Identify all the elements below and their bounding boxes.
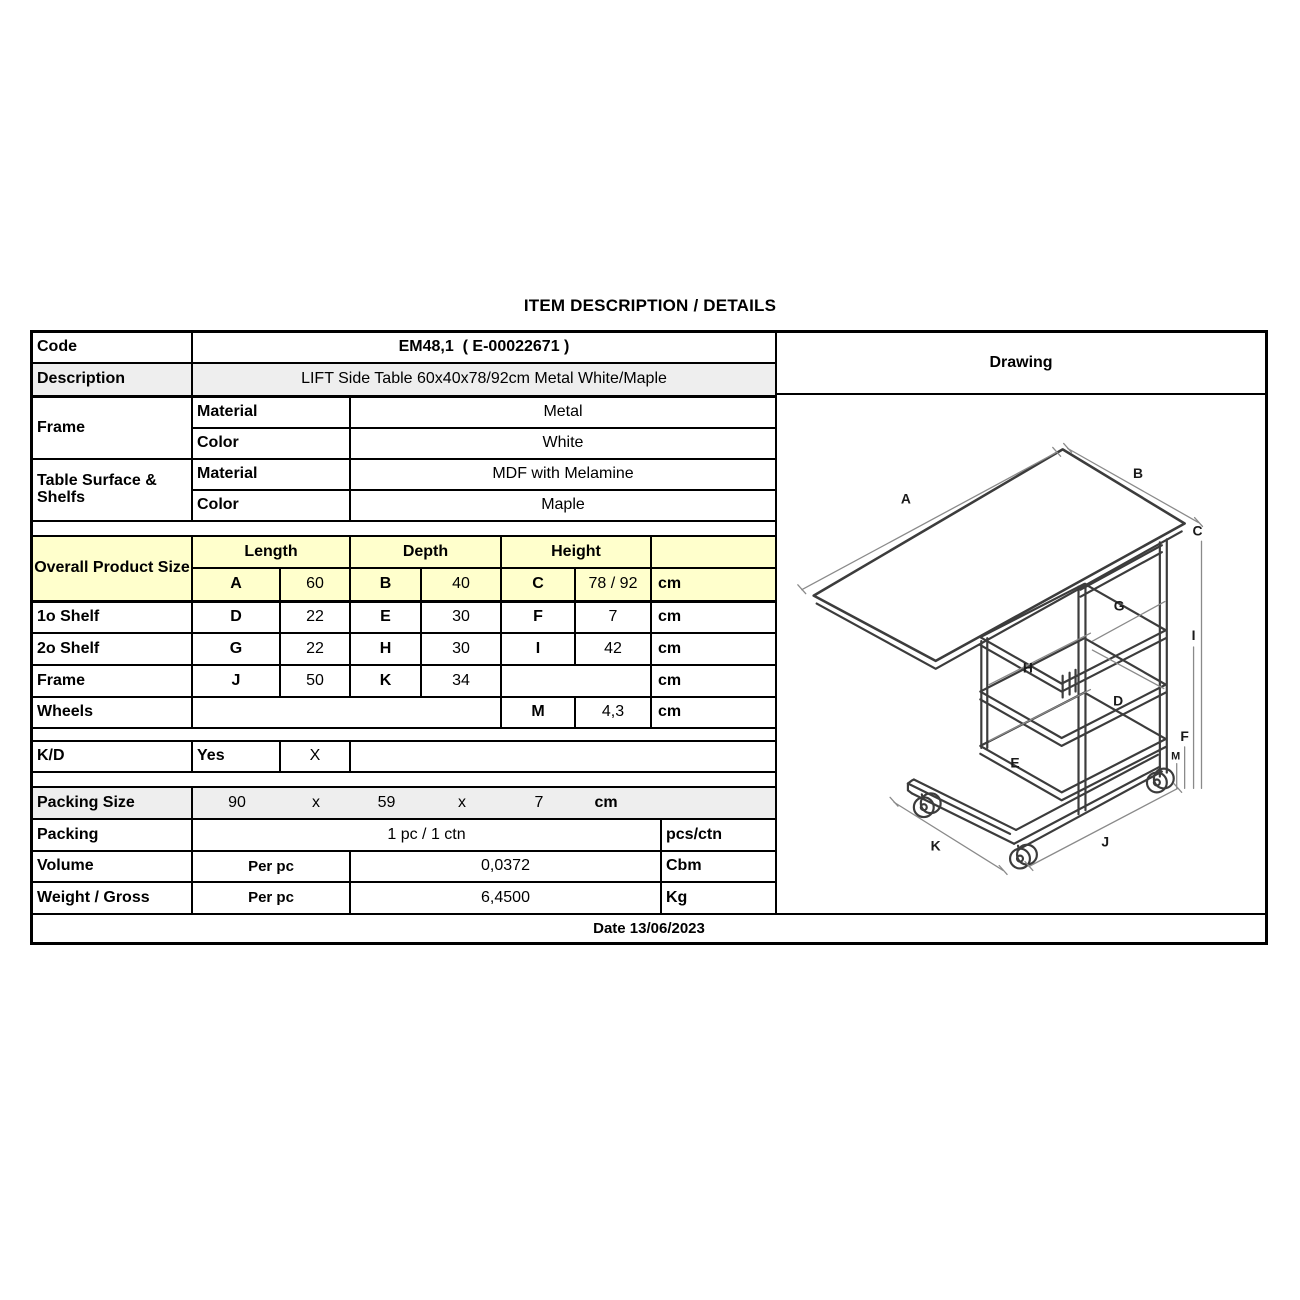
description-label: Description [33, 364, 193, 395]
dim-label-i: I [1191, 627, 1196, 644]
weight-row [33, 883, 775, 915]
shelf2-row [33, 634, 775, 666]
packing-size-depth: 59 [377, 793, 396, 811]
dim-label-k: K [930, 837, 941, 854]
shelf2-value-h: 30 [422, 634, 502, 664]
frame-value-j: 50 [281, 666, 351, 696]
shelf2-letter-h: H [351, 634, 422, 664]
shelf2-letter-i: I [502, 634, 576, 664]
packing-value: 1 pc / 1 ctn [193, 820, 662, 850]
dim-label-d: D [1113, 692, 1124, 709]
section-spacer [33, 773, 775, 788]
overall-value-c: 78 / 92 [576, 569, 652, 600]
section-spacer [33, 729, 775, 742]
depth-header: Depth [351, 537, 502, 567]
frame-size-empty [502, 666, 652, 696]
surface-material-label: Material [193, 460, 351, 489]
packing-unit: pcs/ctn [666, 825, 723, 843]
surface-color-label: Color [193, 491, 351, 520]
kd-mark: X [281, 742, 351, 771]
height-header: Height [502, 537, 652, 567]
surface-color-value: Maple [541, 496, 585, 514]
shelf2-label: 2o Shelf [33, 634, 193, 664]
packing-size-height: 7 [534, 793, 544, 811]
frame-value-k: 34 [422, 666, 502, 696]
size-header-label: Overall Product Size [33, 537, 193, 600]
frame-group-label: Frame [33, 398, 193, 458]
surface-material-value: MDF with Melamine [492, 465, 634, 483]
packing-size-row [33, 788, 775, 820]
table-technical-drawing [777, 395, 1263, 909]
code-value: EM48,1 ( E-00022671 ) [398, 338, 570, 356]
shelf1-unit: cm [658, 608, 682, 626]
date-text: Date 13/06/2023 [593, 920, 705, 937]
drawing-area [777, 395, 1265, 911]
weight-per-pc: Per pc [193, 883, 351, 913]
frame-size-unit: cm [658, 671, 682, 689]
shelf2-letter-g: G [193, 634, 281, 664]
code-label: Code [33, 333, 193, 362]
kd-empty [351, 742, 775, 771]
wheels-empty [193, 698, 502, 727]
wheels-unit: cm [658, 703, 682, 721]
shelf1-value-f: 7 [576, 603, 652, 632]
dim-label-h: H [1022, 659, 1033, 676]
kd-yes: Yes [193, 742, 281, 771]
frame-group [33, 398, 775, 460]
shelf1-letter-f: F [502, 603, 576, 632]
drawing-column [775, 333, 1265, 915]
weight-label: Weight / Gross [33, 883, 193, 913]
packing-size-label: Packing Size [33, 788, 193, 818]
description-value: LIFT Side Table 60x40x78/92cm Metal White/Maple [301, 370, 667, 388]
dim-label-c: C [1192, 522, 1203, 539]
weight-unit: Kg [666, 888, 688, 906]
overall-value-a: 60 [281, 569, 351, 600]
volume-per-pc: Per pc [193, 852, 351, 881]
drawing-header: Drawing [777, 333, 1265, 395]
packing-size-x: x [312, 793, 320, 811]
frame-color-label: Color [193, 429, 351, 458]
page-title: ITEM DESCRIPTION / DETAILS [523, 296, 777, 315]
packing-size-unit: cm [594, 793, 618, 811]
packing-size-value [193, 788, 775, 818]
frame-color-value: White [542, 434, 584, 452]
wheels-value-m: 4,3 [576, 698, 652, 727]
packing-size-x: x [458, 793, 466, 811]
shelf1-value-e: 30 [422, 603, 502, 632]
frame-material-label: Material [193, 398, 351, 427]
volume-label: Volume [33, 852, 193, 881]
size-header-empty [652, 537, 775, 567]
wheels-label: Wheels [33, 698, 193, 727]
shelf1-letter-d: D [193, 603, 281, 632]
date-row [33, 915, 1265, 942]
overall-unit: cm [652, 569, 775, 600]
volume-unit: Cbm [666, 857, 702, 875]
overall-letter-b: B [351, 569, 422, 600]
section-spacer [33, 522, 775, 537]
shelf2-value-g: 22 [281, 634, 351, 664]
shelf2-value-i: 42 [576, 634, 652, 664]
shelf1-label: 1o Shelf [33, 603, 193, 632]
kd-row [33, 742, 775, 773]
code-row [33, 333, 775, 364]
spec-table [30, 330, 1268, 945]
kd-label: K/D [33, 742, 193, 771]
packing-row [33, 820, 775, 852]
length-header: Length [193, 537, 351, 567]
surface-group-label: Table Surface & Shelfs [33, 460, 193, 520]
volume-row [33, 852, 775, 883]
packing-label: Packing [33, 820, 193, 850]
packing-size-length: 90 [228, 793, 246, 811]
dim-label-m: M [1171, 750, 1181, 763]
surface-group [33, 460, 775, 522]
shelf2-unit: cm [658, 639, 682, 657]
wheels-letter-m: M [502, 698, 576, 727]
frame-size-label: Frame [33, 666, 193, 696]
size-header-group [33, 537, 775, 603]
dim-label-a: A [900, 490, 911, 507]
overall-value-b: 40 [422, 569, 502, 600]
frame-size-row [33, 666, 775, 698]
overall-letter-a: A [193, 569, 281, 600]
dim-label-b: B [1133, 465, 1144, 482]
frame-letter-j: J [193, 666, 281, 696]
spec-table-left-section [33, 333, 775, 915]
overall-letter-c: C [502, 569, 576, 600]
wheels-row [33, 698, 775, 729]
weight-value: 6,4500 [351, 883, 662, 913]
frame-letter-k: K [351, 666, 422, 696]
description-row [33, 364, 775, 398]
dim-label-f: F [1180, 727, 1189, 744]
dim-label-j: J [1101, 833, 1110, 850]
shelf1-row [33, 603, 775, 634]
frame-material-value: Metal [543, 403, 583, 421]
dim-label-e: E [1010, 754, 1020, 771]
shelf1-value-d: 22 [281, 603, 351, 632]
shelf1-letter-e: E [351, 603, 422, 632]
dim-label-g: G [1113, 597, 1125, 614]
volume-value: 0,0372 [351, 852, 662, 881]
